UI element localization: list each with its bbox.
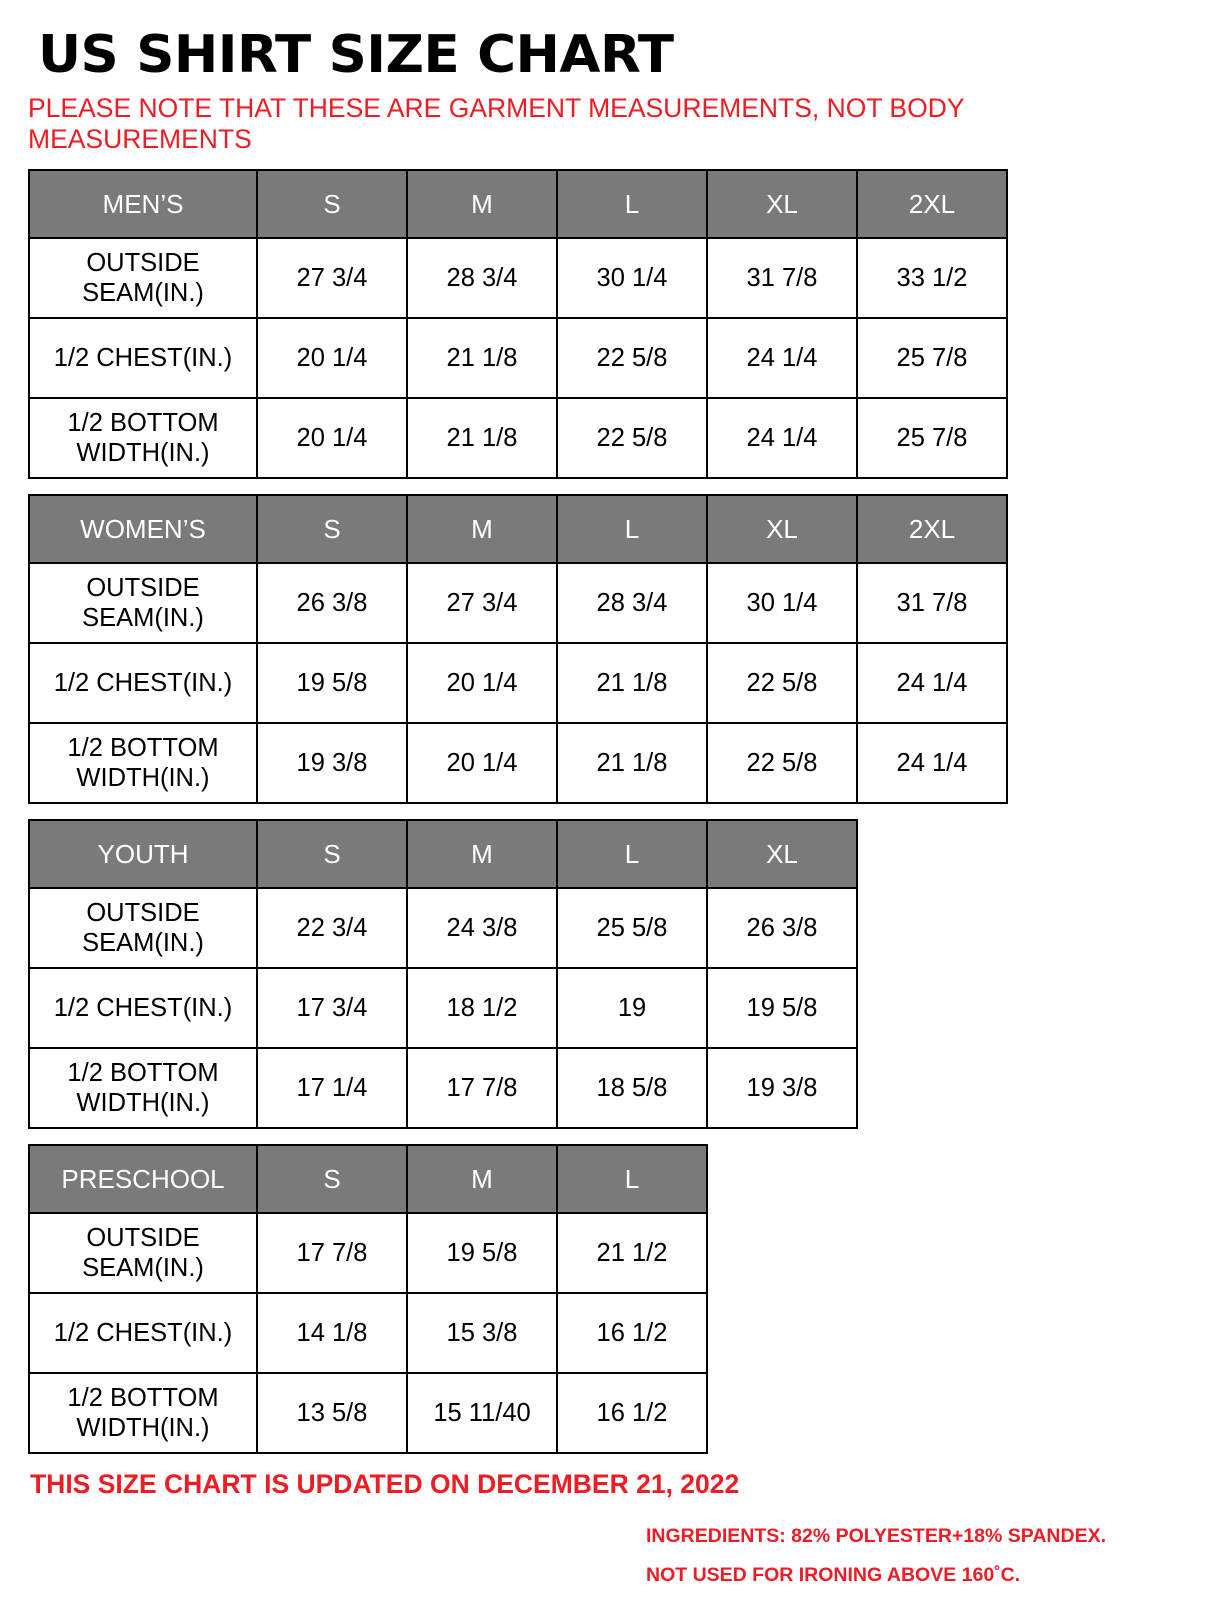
cell-value: 14 1/8: [257, 1293, 407, 1373]
table-row: [29, 888, 857, 968]
cell-value: 19 3/8: [257, 723, 407, 803]
youth-size-table: [28, 819, 858, 1129]
cell-value: 25 7/8: [857, 318, 1007, 398]
row-label: OUTSIDE SEAM(IN.): [29, 1213, 257, 1293]
cell-value: 24 1/4: [707, 398, 857, 478]
row-label: OUTSIDE SEAM(IN.): [29, 563, 257, 643]
table-row: [29, 238, 1007, 318]
cell-value: 15 11/40: [407, 1373, 557, 1453]
table-header-row: [29, 1145, 707, 1213]
ingredients-line-2: NOT USED FOR IRONING ABOVE 160˚C.: [646, 1564, 1021, 1587]
table-row: [29, 1048, 857, 1128]
row-label: 1/2 BOTTOM WIDTH(IN.): [29, 1373, 257, 1453]
table-header-row: [29, 820, 857, 888]
cell-value: 20 1/4: [407, 643, 557, 723]
cell-value: 19 5/8: [257, 643, 407, 723]
mens-header-category: MEN’S: [29, 170, 257, 238]
cell-value: 19 5/8: [707, 968, 857, 1048]
youth-header-s: S: [257, 820, 407, 888]
row-label: 1/2 CHEST(IN.): [29, 318, 257, 398]
mens-header-m: M: [407, 170, 557, 238]
cell-value: 24 3/8: [407, 888, 557, 968]
row-label: 1/2 CHEST(IN.): [29, 1293, 257, 1373]
cell-value: 17 7/8: [407, 1048, 557, 1128]
womens-header-xl: XL: [707, 495, 857, 563]
cell-value: 22 5/8: [707, 643, 857, 723]
table-row: [29, 643, 1007, 723]
table-row: [29, 1373, 707, 1453]
table-row: [29, 968, 857, 1048]
mens-header-xl: XL: [707, 170, 857, 238]
womens-header-m: M: [407, 495, 557, 563]
cell-value: 16 1/2: [557, 1293, 707, 1373]
cell-value: 24 1/4: [707, 318, 857, 398]
mens-header-2xl: 2XL: [857, 170, 1007, 238]
cell-value: 22 5/8: [557, 398, 707, 478]
cell-value: 21 1/8: [407, 398, 557, 478]
cell-value: 18 5/8: [557, 1048, 707, 1128]
table-header-row: [29, 495, 1007, 563]
cell-value: 30 1/4: [707, 563, 857, 643]
table-header-row: [29, 170, 1007, 238]
cell-value: 16 1/2: [557, 1373, 707, 1453]
cell-value: 24 1/4: [857, 643, 1007, 723]
cell-value: 21 1/8: [557, 723, 707, 803]
table-row: [29, 398, 1007, 478]
cell-value: 22 3/4: [257, 888, 407, 968]
preschool-header-m: M: [407, 1145, 557, 1213]
cell-value: 28 3/4: [407, 238, 557, 318]
preschool-header-l: L: [557, 1145, 707, 1213]
row-label: OUTSIDE SEAM(IN.): [29, 238, 257, 318]
mens-header-s: S: [257, 170, 407, 238]
page-title: US SHIRT SIZE CHART: [38, 25, 674, 85]
cell-value: 25 7/8: [857, 398, 1007, 478]
mens-size-table: [28, 169, 1008, 479]
cell-value: 27 3/4: [407, 563, 557, 643]
row-label: 1/2 CHEST(IN.): [29, 968, 257, 1048]
row-label: 1/2 BOTTOM WIDTH(IN.): [29, 1048, 257, 1128]
cell-value: 13 5/8: [257, 1373, 407, 1453]
cell-value: 28 3/4: [557, 563, 707, 643]
row-label: 1/2 BOTTOM WIDTH(IN.): [29, 398, 257, 478]
youth-header-l: L: [557, 820, 707, 888]
ingredients-note: [646, 1517, 1166, 1595]
cell-value: 21 1/8: [407, 318, 557, 398]
ingredients-line-1: INGREDIENTS: 82% POLYESTER+18% SPANDEX.: [646, 1525, 1107, 1548]
cell-value: 17 3/4: [257, 968, 407, 1048]
table-row: [29, 1213, 707, 1293]
preschool-header-s: S: [257, 1145, 407, 1213]
youth-header-xl: XL: [707, 820, 857, 888]
table-row: [29, 723, 1007, 803]
measurement-note: PLEASE NOTE THAT THESE ARE GARMENT MEASUREMENTS, NOT BODY MEASUREMENTS: [28, 92, 965, 154]
cell-value: 20 1/4: [407, 723, 557, 803]
womens-header-l: L: [557, 495, 707, 563]
womens-header-s: S: [257, 495, 407, 563]
cell-value: 20 1/4: [257, 318, 407, 398]
cell-value: 27 3/4: [257, 238, 407, 318]
cell-value: 26 3/8: [257, 563, 407, 643]
cell-value: 22 5/8: [557, 318, 707, 398]
table-row: [29, 318, 1007, 398]
cell-value: 20 1/4: [257, 398, 407, 478]
row-label: 1/2 BOTTOM WIDTH(IN.): [29, 723, 257, 803]
youth-header-category: YOUTH: [29, 820, 257, 888]
cell-value: 18 1/2: [407, 968, 557, 1048]
cell-value: 31 7/8: [857, 563, 1007, 643]
cell-value: 15 3/8: [407, 1293, 557, 1373]
cell-value: 25 5/8: [557, 888, 707, 968]
womens-header-category: WOMEN’S: [29, 495, 257, 563]
mens-header-l: L: [557, 170, 707, 238]
preschool-header-category: PRESCHOOL: [29, 1145, 257, 1213]
cell-value: 33 1/2: [857, 238, 1007, 318]
cell-value: 30 1/4: [557, 238, 707, 318]
cell-value: 24 1/4: [857, 723, 1007, 803]
preschool-size-table: [28, 1144, 708, 1454]
womens-size-table: [28, 494, 1008, 804]
row-label: OUTSIDE SEAM(IN.): [29, 888, 257, 968]
cell-value: 31 7/8: [707, 238, 857, 318]
cell-value: 17 1/4: [257, 1048, 407, 1128]
cell-value: 19: [557, 968, 707, 1048]
updated-footer: THIS SIZE CHART IS UPDATED ON DECEMBER 21, 2022: [30, 1469, 740, 1500]
cell-value: 21 1/2: [557, 1213, 707, 1293]
row-label: 1/2 CHEST(IN.): [29, 643, 257, 723]
cell-value: 19 5/8: [407, 1213, 557, 1293]
cell-value: 21 1/8: [557, 643, 707, 723]
womens-header-2xl: 2XL: [857, 495, 1007, 563]
cell-value: 22 5/8: [707, 723, 857, 803]
cell-value: 26 3/8: [707, 888, 857, 968]
table-row: [29, 563, 1007, 643]
table-row: [29, 1293, 707, 1373]
cell-value: 19 3/8: [707, 1048, 857, 1128]
cell-value: 17 7/8: [257, 1213, 407, 1293]
youth-header-m: M: [407, 820, 557, 888]
